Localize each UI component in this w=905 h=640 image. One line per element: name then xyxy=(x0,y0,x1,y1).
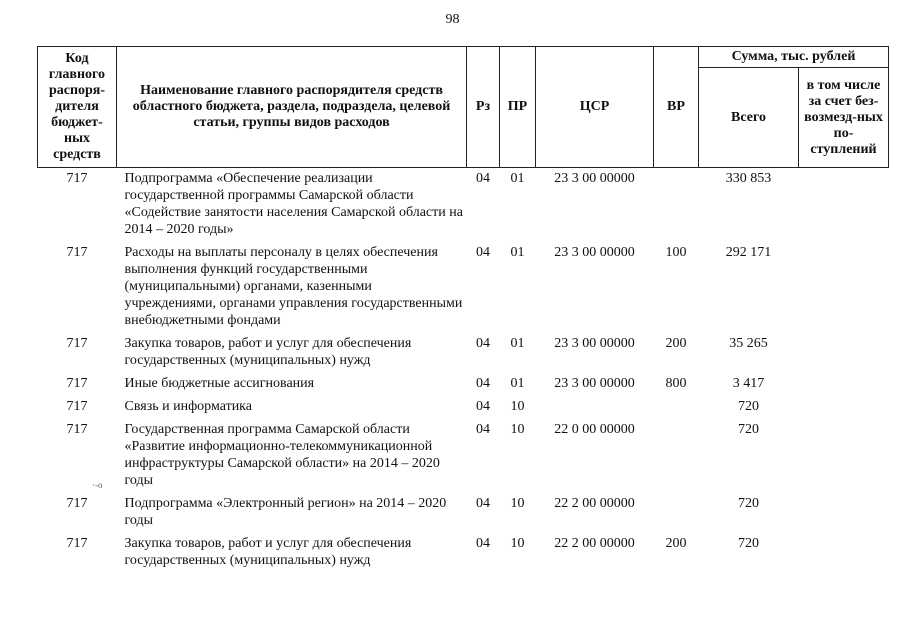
cell-vr xyxy=(654,493,699,533)
cell-rz: 04 xyxy=(476,171,490,186)
header-csr: ЦСР xyxy=(536,47,654,168)
header-pr: ПР xyxy=(500,47,536,168)
cell-name: Государственная программа Самарской области «Развитие информационно-телекоммуникационной инфраструктуры Самарской области» на 2014 – 2020 годы xyxy=(124,422,440,488)
cell-pr: 10 xyxy=(510,422,525,437)
cell-name: Связь и информатика xyxy=(124,399,252,414)
cell-total: 292 171 xyxy=(725,245,772,260)
cell-rz: 04 xyxy=(476,422,490,437)
cell-code: 717 xyxy=(66,376,88,391)
cell-free xyxy=(799,419,889,493)
cell-free xyxy=(799,533,889,573)
cell-code: 717 xyxy=(66,536,88,551)
cell-rz: 04 xyxy=(476,245,490,260)
cell-pr: 10 xyxy=(510,536,525,551)
table-row xyxy=(38,493,889,533)
header-name: Наименование главного распорядителя средств областного бюджета, раздела, подраздела, целевой статьи, группы видов расходов xyxy=(117,47,467,168)
cell-free xyxy=(799,333,889,373)
cell-pr: 10 xyxy=(510,399,525,414)
cell-name: Расходы на выплаты персоналу в целях обеспечения выполнения функций государственными (муниципальными) органами, казенными учреждениями, органами управления государственными внебюджетными фондами xyxy=(124,245,463,328)
cell-free xyxy=(799,242,889,333)
cell-rz: 04 xyxy=(476,496,490,511)
cell-code: 717 xyxy=(66,171,88,186)
cell-rz: 04 xyxy=(476,336,490,351)
table-row xyxy=(38,396,889,419)
cell-rz: 04 xyxy=(476,376,490,391)
cell-total: 720 xyxy=(738,399,759,414)
cell-free xyxy=(799,493,889,533)
cell-csr xyxy=(536,396,654,419)
header-vr: ВР xyxy=(654,47,699,168)
cell-rz: 04 xyxy=(476,399,490,414)
cell-rz: 04 xyxy=(476,536,490,551)
cell-total: 3 417 xyxy=(732,376,765,391)
cell-name: Подпрограмма «Электронный регион» на 2014 – 2020 годы xyxy=(124,496,447,528)
table-header xyxy=(38,47,889,168)
cell-csr: 22 0 00 00000 xyxy=(554,422,635,437)
cell-name: Закупка товаров, работ и услуг для обеспечения государственных (муниципальных) нужд xyxy=(124,536,412,568)
cell-code: 717 xyxy=(66,245,88,260)
cell-free xyxy=(799,168,889,243)
cell-csr: 23 3 00 00000 xyxy=(554,245,635,260)
budget-table xyxy=(37,46,889,573)
table-body xyxy=(38,168,889,574)
cell-vr: 100 xyxy=(665,245,687,260)
cell-vr xyxy=(654,419,699,493)
cell-name: Иные бюджетные ассигнования xyxy=(124,376,315,391)
cell-total: 35 265 xyxy=(729,336,768,351)
cell-total: 330 853 xyxy=(725,171,772,186)
cell-csr: 23 3 00 00000 xyxy=(554,336,635,351)
cell-vr xyxy=(654,396,699,419)
cell-code: 717 xyxy=(66,399,88,414)
cell-code: 717 xyxy=(66,422,88,437)
cell-free xyxy=(799,396,889,419)
cell-name: Подпрограмма «Обеспечение реализации государственной программы Самарской области «Содействие занятости населения Самарской области на 2014 – 2020 годы» xyxy=(124,171,463,237)
page-number: 98 xyxy=(445,12,460,27)
table-row xyxy=(38,373,889,396)
cell-total: 720 xyxy=(738,496,759,511)
header-total: Всего xyxy=(699,68,799,168)
cell-total: 720 xyxy=(738,536,759,551)
header-rz: Рз xyxy=(467,47,500,168)
cell-pr: 10 xyxy=(510,496,525,511)
cell-csr: 23 3 00 00000 xyxy=(554,171,635,186)
header-sum: Сумма, тыс. рублей xyxy=(699,47,889,68)
header-code: Код главного распоря-дителя бюджет-ных средств xyxy=(38,47,117,168)
cell-pr: 01 xyxy=(510,336,525,351)
cell-pr: 01 xyxy=(510,245,525,260)
header-free: в том числе за счет без-возмезд-ных по-ступлений xyxy=(799,68,889,168)
cell-csr: 22 2 00 00000 xyxy=(554,496,635,511)
cell-name: Закупка товаров, работ и услуг для обеспечения государственных (муниципальных) нужд xyxy=(124,336,412,368)
cell-vr xyxy=(654,168,699,243)
table-row xyxy=(38,333,889,373)
cell-code: 717 xyxy=(66,496,88,511)
table-row xyxy=(38,242,889,333)
cell-csr: 23 3 00 00000 xyxy=(554,376,635,391)
cell-total: 720 xyxy=(738,422,759,437)
table-row xyxy=(38,533,889,573)
scan-mark: ·-o xyxy=(92,480,103,490)
cell-csr: 22 2 00 00000 xyxy=(554,536,635,551)
cell-free xyxy=(799,373,889,396)
cell-vr: 800 xyxy=(665,376,687,391)
cell-code: 717 xyxy=(66,336,88,351)
table-row xyxy=(38,168,889,243)
table-row xyxy=(38,419,889,493)
cell-vr: 200 xyxy=(665,336,687,351)
cell-pr: 01 xyxy=(510,171,525,186)
cell-vr: 200 xyxy=(665,536,687,551)
cell-pr: 01 xyxy=(510,376,525,391)
